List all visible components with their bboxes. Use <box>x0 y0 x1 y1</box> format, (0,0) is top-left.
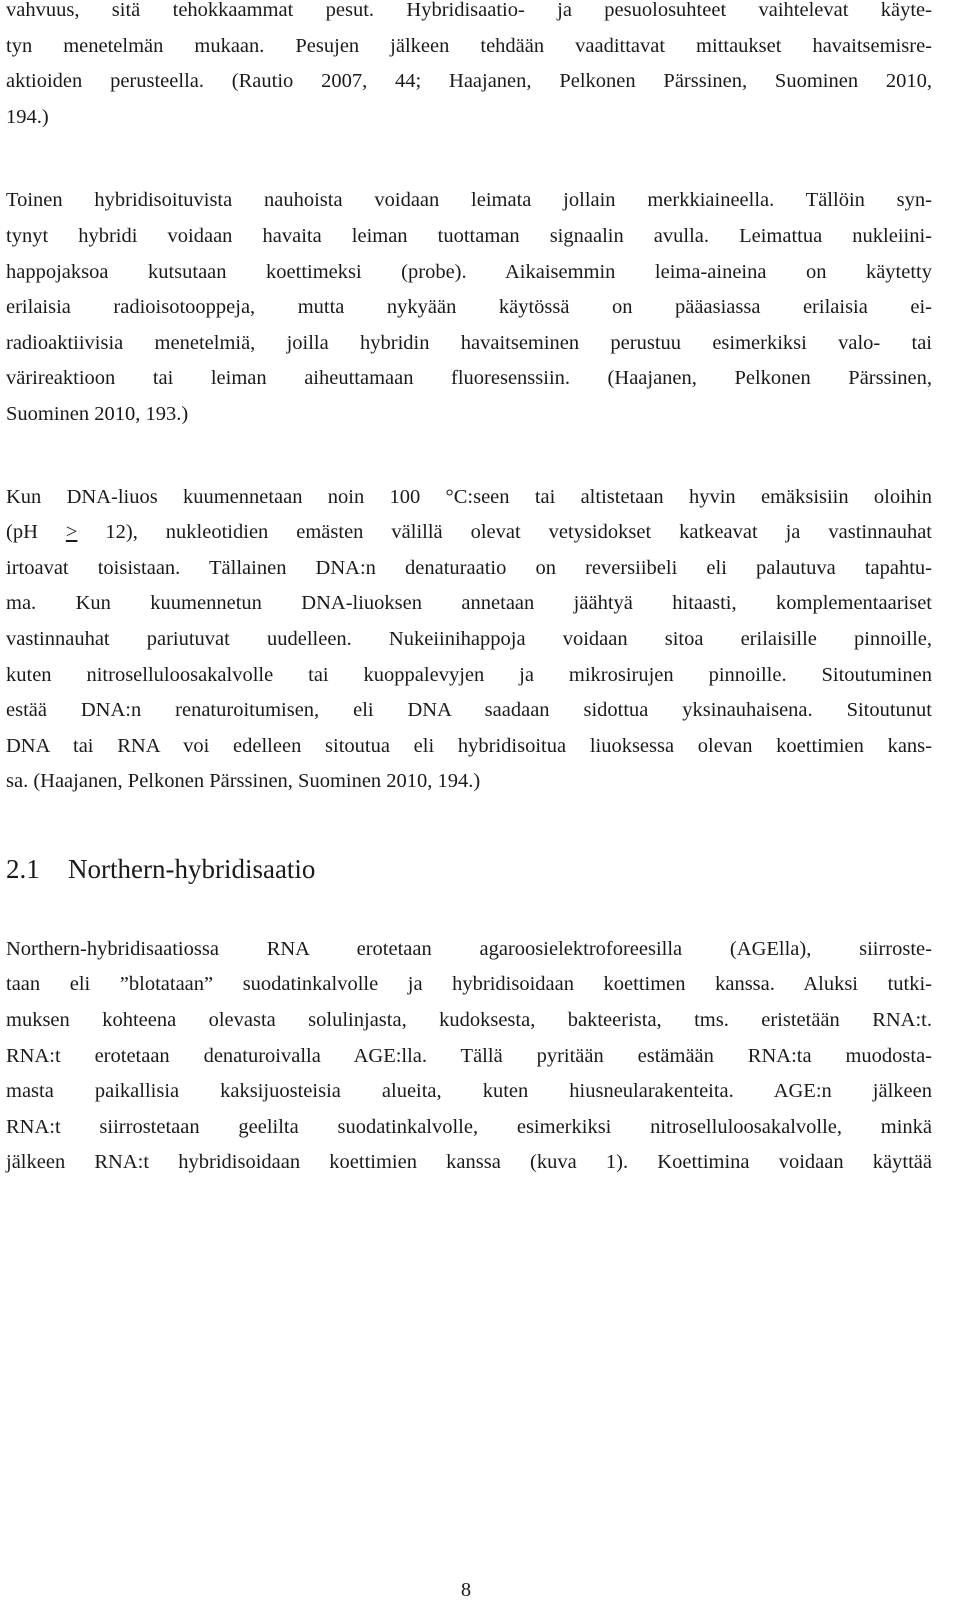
paragraph-hybridization-washes <box>6 0 932 135</box>
text-line: Toinen hybridisoituvista nauhoista voidaan leimata jollain merkkiaineella. Tällöin syn- <box>6 189 932 212</box>
section-number: 2.1 <box>6 853 40 884</box>
paragraph-dna-denaturation <box>6 480 932 800</box>
text-line: jälkeen RNA:t hybridisoidaan koettimien kanssa (kuva 1). Koettimina voidaan käyttää <box>6 1151 932 1174</box>
text-line: vahvuus, sitä tehokkaammat pesut. Hybridisaatio- ja pesuolosuhteet vaihtelevat käyte- <box>6 0 932 21</box>
page-content <box>6 0 932 1181</box>
text-line: DNA tai RNA voi edelleen sitoutua eli hybridisoitua liuoksessa olevan koettimien kans- <box>6 734 932 757</box>
paragraph-northern-method <box>6 932 932 1181</box>
text-line: tynyt hybridi voidaan havaita leiman tuottaman signaalin avulla. Leimattua nukleiini- <box>6 224 932 247</box>
text-line: vastinnauhat pariutuvat uudelleen. Nukeiinihappoja voidaan sitoa erilaisille pinnoille, <box>6 627 932 650</box>
text-line: Kun DNA-liuos kuumennetaan noin 100 °C:seen tai altistetaan hyvin emäksisiin oloihin <box>6 485 932 508</box>
section-heading <box>6 850 932 888</box>
text-line: RNA:t siirrostetaan geelilta suodatinkalvolle, esimerkiksi nitroselluloosakalvolle, minkä <box>6 1115 932 1138</box>
section-title: Northern-hybridisaatio <box>68 853 316 884</box>
text-line: taan eli ”blotataan” suodatinkalvolle ja hybridisoidaan koettimen kanssa. Aluksi tutki- <box>6 973 932 996</box>
greater-equal-sign: > <box>65 521 78 544</box>
text-line: kuten nitroselluloosakalvolle tai kuoppalevyjen ja mikrosirujen pinnoille. Sitoutuminen <box>6 663 932 686</box>
text-line: erilaisia radioisotooppeja, mutta nykyään käytössä on pääasiassa erilaisia ei- <box>6 296 932 319</box>
text-line: masta paikallisia kaksijuosteisia alueita, kuten hiusneularakenteita. AGE:n jälkeen <box>6 1080 932 1103</box>
text-line: sa. (Haajanen, Pelkonen Pärssinen, Suominen 2010, 194.) <box>6 770 481 793</box>
text-line: ma. Kun kuumennetun DNA-liuoksen annetaan jäähtyä hitaasti, komplementaariset <box>6 592 932 615</box>
paragraph-probe-labeling <box>6 183 932 432</box>
text-line: Suominen 2010, 193.) <box>6 402 189 425</box>
text-line ph-line: (pH > 12), nukleotidien emästen välillä olevat vetysidokset katkeavat ja vastinnauhat <box>6 521 932 544</box>
text-line: Northern-hybridisaatiossa RNA erotetaan agaroosielektroforeesilla (AGElla), siirroste- <box>6 937 932 960</box>
text-line: värireaktioon tai leiman aiheuttamaan fluoresenssiin. (Haajanen, Pelkonen Pärssinen, <box>6 367 932 390</box>
text-line: muksen kohteena olevasta solulinjasta, kudoksesta, bakteerista, tms. eristetään RNA:t. <box>6 1009 932 1032</box>
text-line: tyn menetelmän mukaan. Pesujen jälkeen tehdään vaadittavat mittaukset havaitsemisre- <box>6 34 932 57</box>
text-line: RNA:t erotetaan denaturoivalla AGE:lla. Tällä pyritään estämään RNA:ta muodosta- <box>6 1044 932 1067</box>
text-line: aktioiden perusteella. (Rautio 2007, 44; Haajanen, Pelkonen Pärssinen, Suominen 2010, <box>6 70 932 93</box>
page-number: 8 <box>460 1579 472 1601</box>
text-line: happojaksoa kutsutaan koettimeksi (probe). Aikaisemmin leima-aineina on käytetty <box>6 260 932 283</box>
text-line: estää DNA:n renaturoitumisen, eli DNA saadaan sidottua yksinauhaisena. Sitoutunut <box>6 699 932 722</box>
text-line: radioaktiivisia menetelmiä, joilla hybridin havaitseminen perustuu esimerkiksi valo- tai <box>6 331 932 354</box>
text-line: 194.) <box>6 105 49 128</box>
text-line: irtoavat toisistaan. Tällainen DNA:n denaturaatio on reversiibeli eli palautuva tapahtu- <box>6 556 932 579</box>
